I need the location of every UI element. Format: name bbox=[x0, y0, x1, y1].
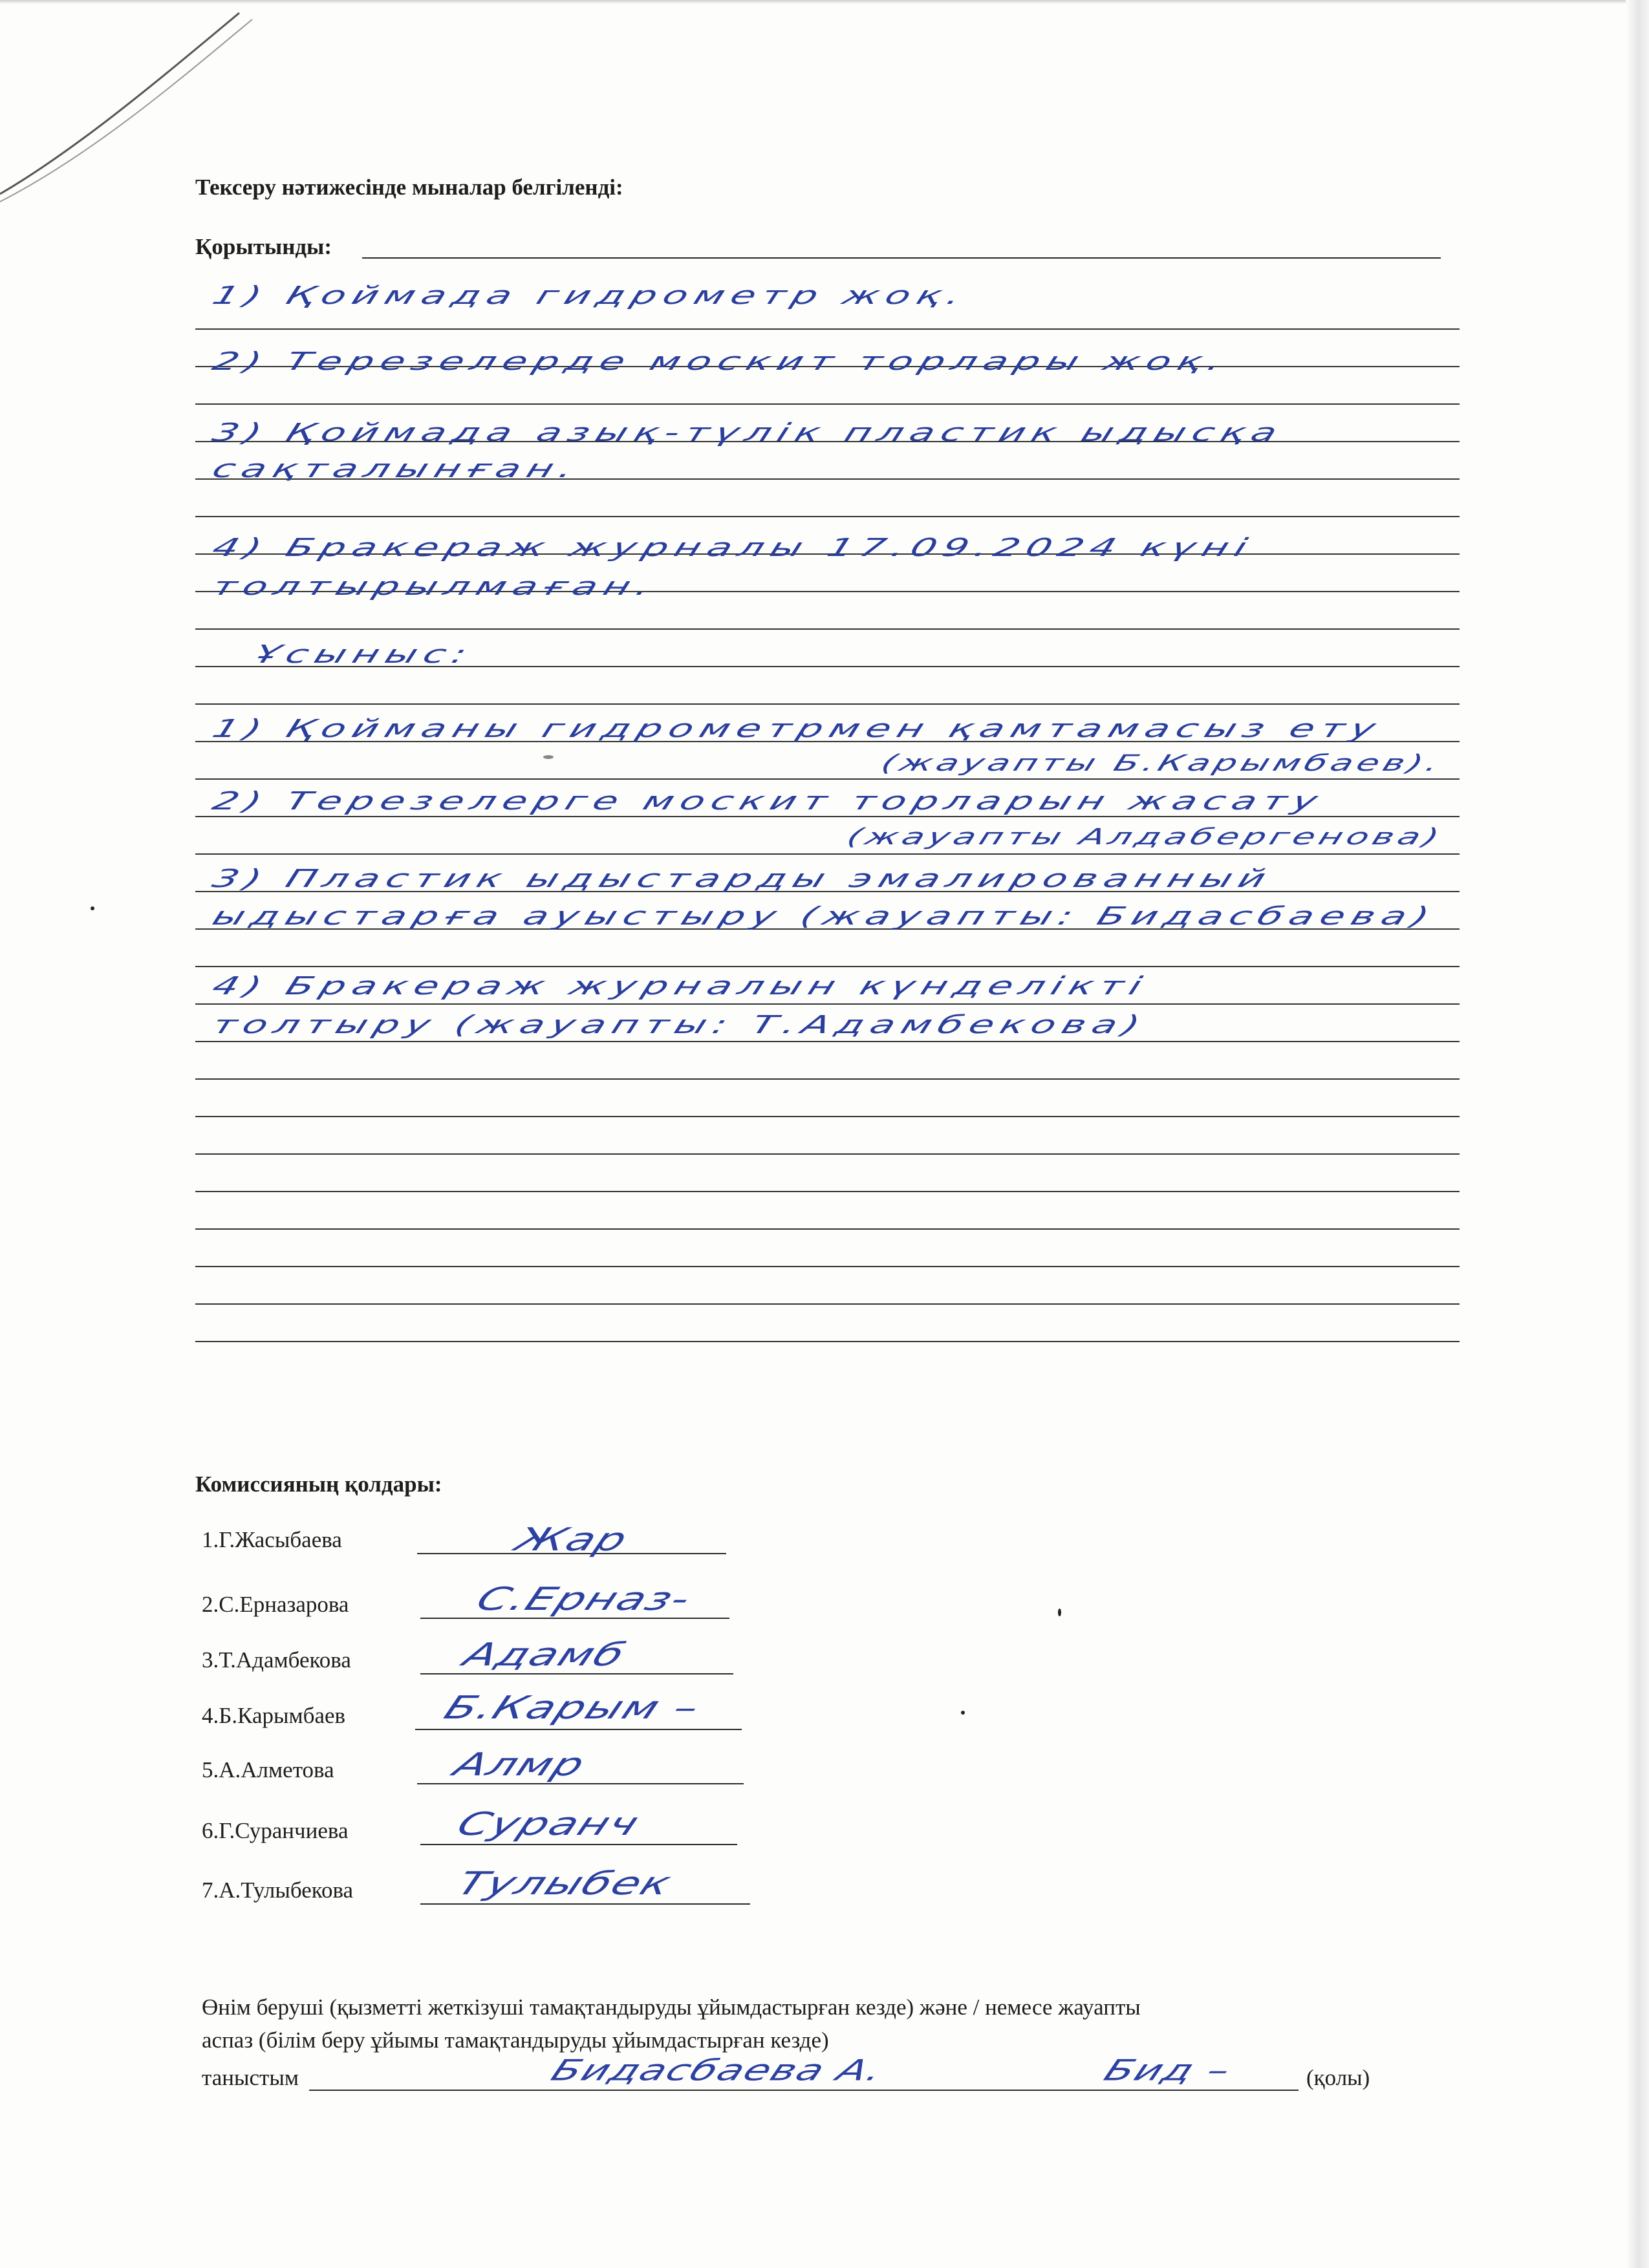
scan-speck bbox=[1058, 1609, 1061, 1616]
member-signature: Тулыбек bbox=[451, 1865, 678, 1902]
handwritten-finding-1: 1) Қоймада гидрометр жоқ. bbox=[208, 280, 972, 310]
handwritten-recommendation-3: 3) Пластик ыдыстарды эмалированный bbox=[208, 863, 1277, 893]
ruled-line bbox=[195, 480, 1460, 517]
ruled-line bbox=[195, 667, 1460, 705]
findings-label-underline bbox=[362, 257, 1441, 259]
document-title: Тексеру нәтижесінде мыналар белгіленді: bbox=[195, 175, 623, 200]
member-signature: Алмр bbox=[448, 1746, 592, 1783]
ruled-line bbox=[195, 1192, 1460, 1230]
handwritten-finding-4-cont: толтырылмаған. bbox=[208, 571, 661, 601]
scan-speck bbox=[91, 906, 94, 910]
handwritten-recommendations-heading: Ұсыныс: bbox=[250, 639, 477, 669]
signature-line bbox=[420, 1673, 733, 1674]
member-name: 6.Г.Суранчиева bbox=[202, 1818, 349, 1843]
ruled-line bbox=[195, 1080, 1460, 1117]
acquainted-name-handwritten: Бидасбаева А. bbox=[546, 2054, 890, 2088]
ruled-line bbox=[195, 1267, 1460, 1305]
footer-text-line-1: Өнім беруші (қызметті жеткізуші тамақтандыруды ұйымдастырған кезде) және / немесе жауапты bbox=[202, 1995, 1141, 2020]
member-signature: Б.Карым – bbox=[438, 1689, 707, 1726]
signature-line bbox=[415, 1729, 742, 1730]
ruled-line bbox=[195, 1305, 1460, 1342]
signature-caption: (қолы) bbox=[1306, 2065, 1370, 2090]
member-signature: Суранч bbox=[451, 1805, 646, 1843]
member-name: 4.Б.Карымбаев bbox=[202, 1703, 346, 1728]
handwritten-recommendation-4-cont: толтыру (жауапты: Т.Адамбекова) bbox=[208, 1009, 1150, 1040]
handwritten-recommendation-2: 2) Терезелерге москит торларын жасату bbox=[208, 786, 1328, 816]
ruled-line bbox=[195, 1155, 1460, 1192]
handwritten-finding-3: 3) Қоймада азық-түлік пластик ыдысқа bbox=[208, 417, 1288, 447]
scan-right-edge bbox=[1626, 0, 1649, 2268]
handwritten-recommendation-1-responsible: (жауапты Б.Карымбаев). bbox=[878, 750, 1447, 776]
signature-line bbox=[420, 1844, 737, 1845]
signature-line bbox=[420, 1903, 750, 1905]
member-signature: Жар bbox=[510, 1521, 634, 1558]
findings-label: Қорытынды: bbox=[195, 234, 332, 259]
signature-line bbox=[420, 1618, 729, 1619]
member-name: 2.С.Ерназарова bbox=[202, 1592, 349, 1617]
signature-line bbox=[417, 1783, 744, 1784]
acquainted-label: таныстым bbox=[202, 2065, 299, 2090]
scan-speck bbox=[543, 755, 554, 759]
ruled-line bbox=[195, 930, 1460, 967]
ruled-line bbox=[195, 1230, 1460, 1267]
member-signature: Адамб bbox=[458, 1636, 632, 1673]
ruled-line bbox=[195, 1042, 1460, 1080]
handwritten-recommendation-3-cont: ыдыстарға ауыстыру (жауапты: Бидасбаева) bbox=[208, 901, 1440, 931]
scan-speck bbox=[961, 1711, 965, 1715]
member-name: 3.Т.Адамбекова bbox=[202, 1647, 351, 1673]
member-signature: С.Ерназ- bbox=[471, 1580, 698, 1618]
handwritten-recommendation-1: 1) Қойманы гидрометрмен қамтамасыз ету bbox=[208, 713, 1386, 744]
ruled-line bbox=[195, 1117, 1460, 1155]
handwritten-finding-4: 4) Бракераж журналы 17.09.2024 күні bbox=[208, 532, 1258, 562]
handwritten-finding-3-cont: сақталынған. bbox=[208, 453, 584, 484]
member-name: 7.А.Тулыбекова bbox=[202, 1878, 354, 1903]
footer-text-line-2: аспаз (білім беру ұйымы тамақтандыруды ұйымдастырған кезде) bbox=[202, 2027, 829, 2053]
signatures-heading: Комиссияның қолдары: bbox=[195, 1471, 442, 1497]
acquainted-signature-line bbox=[309, 2090, 1299, 2091]
ruled-lines-block bbox=[195, 292, 1460, 1342]
member-name: 1.Г.Жасыбаева bbox=[202, 1527, 342, 1552]
handwritten-finding-2: 2) Терезелерде москит торлары жоқ. bbox=[208, 346, 1233, 376]
handwritten-recommendation-2-responsible: (жауапты Алдабергенова) bbox=[843, 824, 1447, 850]
handwritten-recommendation-4: 4) Бракераж журналын күнделікті bbox=[208, 970, 1152, 1001]
acquainted-signature: Бид – bbox=[1099, 2054, 1237, 2088]
member-name: 5.А.Алметова bbox=[202, 1757, 334, 1782]
